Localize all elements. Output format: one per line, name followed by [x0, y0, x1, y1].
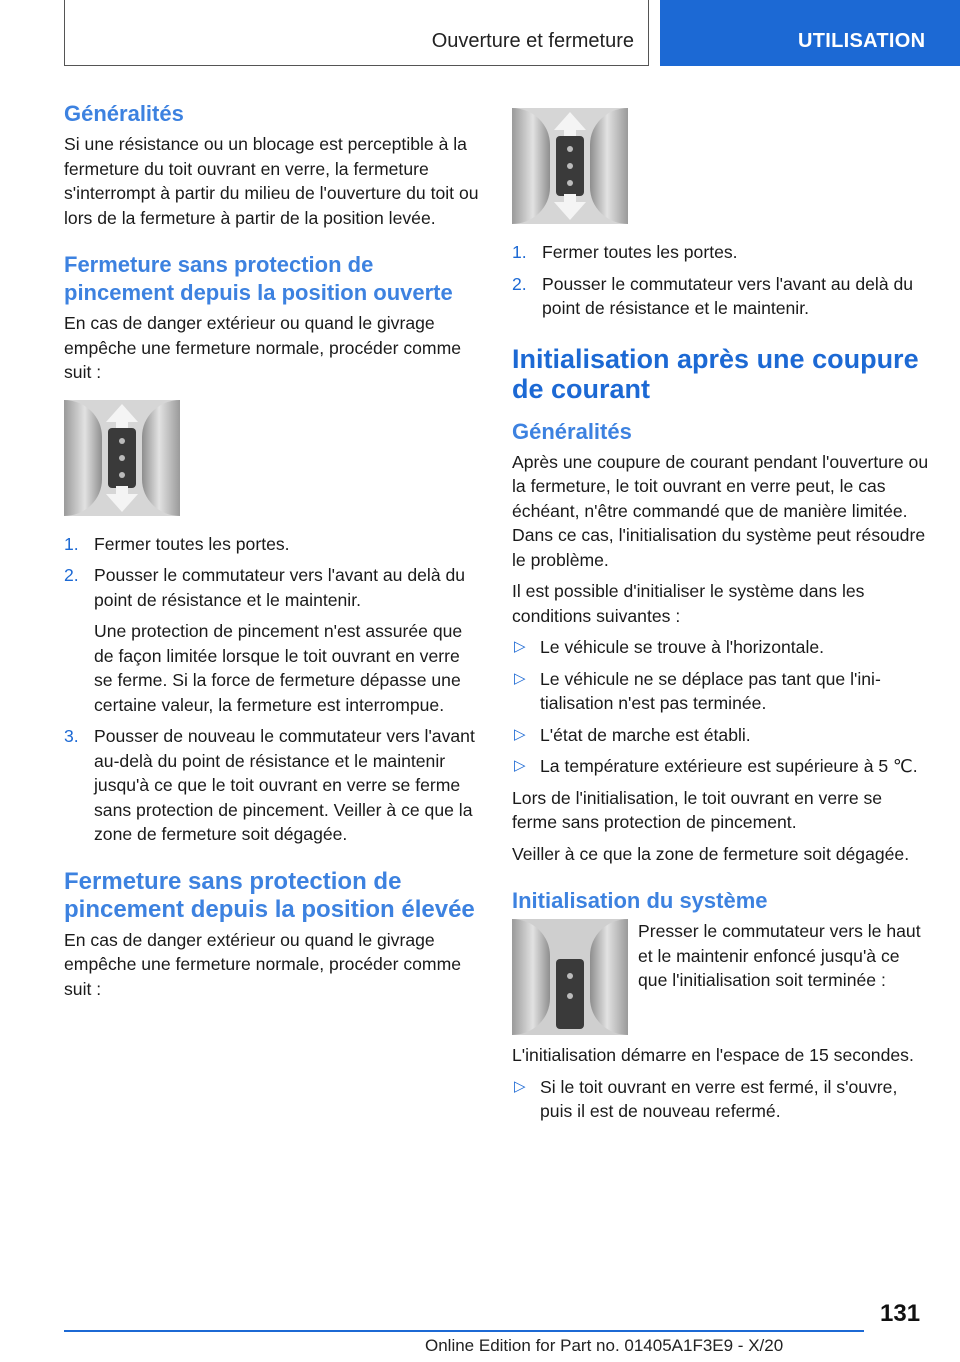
header-section-title: Ouverture et fermeture	[431, 30, 634, 52]
list-item: 2. Pousser le commutateur vers l'avant au delà du point de résistance et le maintenir. Une protection de pincement n'est assurée que de façon limitée lorsque le toit ouvrant en verre se ferme. Si la force de fermeture dépasse une certaine valeur, la fermeture est interrompue.	[64, 565, 466, 715]
system-init-start: L'initialisation démarre en l'espace de 15 secondes.	[512, 1045, 914, 1065]
conditions-intro: Il est possible d'initialiser le système dans les conditions suivantes :	[512, 581, 865, 626]
footer-divider	[64, 1330, 864, 1332]
sunroof-switch-icon	[512, 108, 628, 224]
list-item: ▷ L'état de marche est établi.	[512, 723, 930, 748]
init-general-heading: Généralités	[512, 418, 632, 444]
footer-edition: Online Edition for Part no. 01405A1F3E9 - X/20	[425, 1336, 784, 1355]
list-item: ▷ Si le toit ouvrant en verre est fermé, il s'ouvre, puis il est de nouveau refermé.	[514, 1076, 898, 1121]
triangle-right-icon: ▷	[514, 669, 526, 687]
raised-position-paragraph: En cas de danger extérieur ou quand le givrage empêche une fermeture normale, procéder comme suit :	[64, 929, 462, 999]
system-init-heading: Initialisation du système	[512, 888, 768, 913]
triangle-right-icon: ▷	[514, 725, 526, 743]
general-paragraph: Si une résistance ou un blocage est perceptible à la fermeture du toit ouvrant en verre, la fermeture s'interrompt à partir du milieu de l'ouverture du toit ou lors de la fermeture à partir de la position levée.	[64, 134, 479, 228]
sunroof-switch-icon	[64, 400, 180, 516]
triangle-right-icon: ▷	[514, 757, 526, 774]
header-chapter-tab	[660, 0, 960, 66]
init-note-1: Lors de l'initialisation, le toit ouvrant en verre se ferme sans protection de pincement.	[512, 787, 883, 832]
triangle-right-icon: ▷	[514, 1077, 526, 1095]
list-item: 1. Fermer toutes les portes.	[512, 242, 738, 262]
init-heading: Initialisation après une coupure de courant	[512, 343, 919, 404]
right-column	[512, 108, 930, 1131]
header-section-box	[64, 0, 649, 66]
init-note-2: Veiller à ce que la zone de fermeture soit dégagée.	[512, 843, 910, 864]
left-column	[64, 100, 482, 1008]
header-chapter-title: UTILISATION	[798, 30, 926, 52]
page-number: 131	[880, 1300, 921, 1327]
triangle-right-icon: ▷	[514, 638, 526, 655]
sunroof-switch-icon	[512, 919, 628, 1035]
open-position-paragraph: En cas de danger extérieur ou quand le givrage empêche une fermeture normale, procéder comme suit :	[64, 313, 462, 382]
open-position-heading: Fermeture sans protection de pincement depuis la position ouverte	[64, 252, 453, 305]
system-init-block	[512, 919, 930, 1035]
list-item: 1. Fermer toutes les portes.	[64, 533, 290, 554]
list-item: ▷ Le véhicule se trouve à l'horizontale.	[512, 635, 930, 660]
system-init-paragraph: Presser le commutateur vers le haut et le maintenir enfoncé jusqu'à ce que l'initialisation soit terminée :	[638, 921, 921, 990]
list-item: ▷ La température extérieure est supérieure à 5 ℃.	[512, 754, 930, 779]
list-item: ▷ Le véhicule ne se déplace pas tant que l'initialisation n'est pas terminée.	[514, 668, 881, 713]
general-heading: Généralités	[64, 101, 184, 126]
list-item: 2. Pousser le commutateur vers l'avant au delà du point de résistance et le maintenir.	[512, 273, 914, 318]
list-item: 3. Pousser de nouveau le commutateur vers l'avant au-delà du point de résistance et le maintenir jusqu'à ce que le toit ouvrant en verre se ferme sans protection de pincement. Veiller à ce que la zone de fermeture soit dégagée.	[64, 726, 475, 844]
raised-position-heading: Fermeture sans protection de pincement depuis la position élevée	[64, 867, 475, 923]
init-general-paragraph: Après une coupure de courant pendant l'ouverture ou la fermeture, le toit ouvrant en verre peut, le cas échéant, n'être commandé que de manière limitée. Dans ce cas, l'initialisation du système peut résoudre le problème.	[512, 451, 929, 570]
